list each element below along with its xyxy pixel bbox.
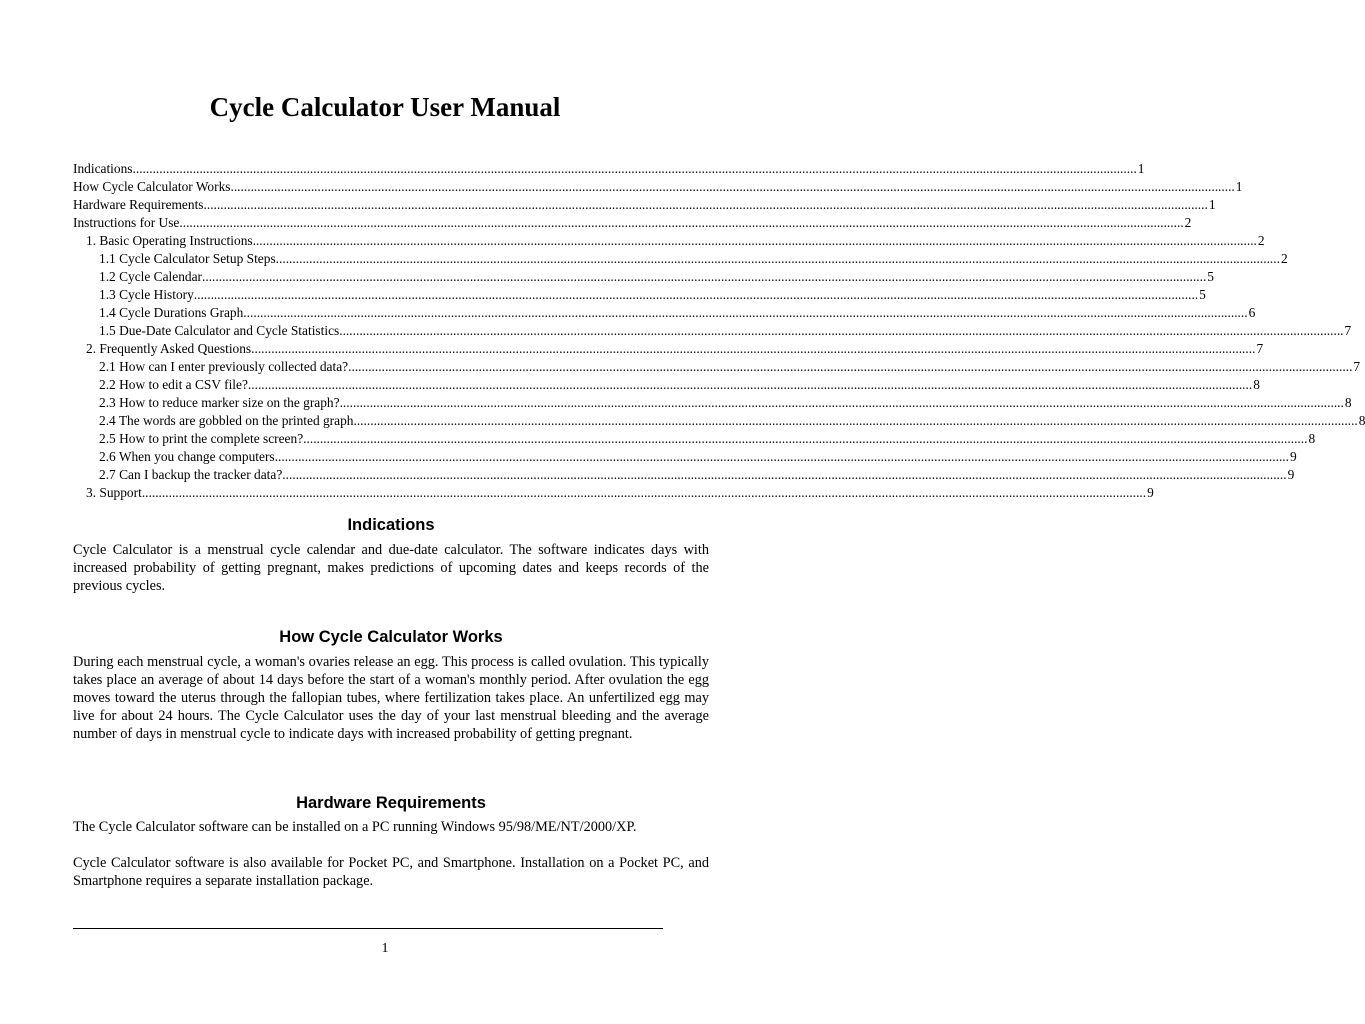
toc-entry[interactable] <box>73 196 1216 214</box>
toc-entry-page: 2 <box>1184 215 1192 230</box>
toc-entry[interactable] <box>73 412 1365 430</box>
toc-entry-page: 1 <box>1235 179 1243 194</box>
toc-entry-label: 2.6 When you change computers... <box>99 449 285 464</box>
toc-entry-label: 1.1 Cycle Calculator Setup Steps <box>99 251 276 266</box>
toc-entry-label: 1. Basic Operating Instructions <box>86 233 253 248</box>
toc-entry[interactable] <box>73 376 1260 394</box>
toc-entry[interactable] <box>73 340 1264 358</box>
toc-entry-label: 1.3 Cycle History <box>99 287 194 302</box>
toc-entry-label: 2.7 Can I backup the tracker data? <box>99 467 283 482</box>
document-title: Cycle Calculator User Manual <box>209 92 561 122</box>
toc-entry-page: 5 <box>1199 287 1206 302</box>
toc-entry[interactable] <box>73 178 1243 196</box>
toc-dot-leader: ............................................................................................................................................................................................................................................................................................................ <box>202 269 1207 284</box>
toc-entry-label: 2.3 How to reduce marker size on the graph? <box>99 395 340 410</box>
toc-dot-leader: ............................................................................................................................................................................................................................................................................................................ <box>179 215 1184 230</box>
indications-paragraph: Cycle Calculator is a menstrual cycle calendar and due-date calculator. The software indicates days with increased probability of getting pregnant, makes predictions of upcoming dates and keeps records of the previous cycles. <box>73 542 709 594</box>
toc-dot-leader: ............................................................................................................................................................................................................................................................................................................ <box>339 323 1344 338</box>
toc-entry-page: 1 <box>1137 161 1145 176</box>
toc-dot-leader: ............................................................................................................................................................................................................................................................................................................ <box>247 377 1253 392</box>
toc-entry-page: 9 <box>1289 449 1297 464</box>
toc-entry-label: 1.4 Cycle Durations Graph <box>99 305 244 320</box>
toc-dot-leader: ............................................................................................................................................................................................................................................................................................................ <box>282 467 1287 482</box>
hardware-heading: Hardware Requirements <box>296 794 486 812</box>
toc-entry[interactable] <box>73 250 1288 268</box>
toc-dot-leader: ............................................................................................................................................................................................................................................................................................................ <box>252 233 1257 248</box>
toc-entry-label: 2. Frequently Asked Questions <box>86 341 252 356</box>
page-number: 1 <box>381 941 389 956</box>
toc-dot-leader: ............................................................................................................................................................................................................................................................................................................ <box>275 251 1280 266</box>
toc-dot-leader: ............................................................................................................................................................................................................................................................................................................ <box>251 341 1256 356</box>
toc-entry-label: 2.5 How to print the complete screen? <box>99 431 304 446</box>
toc-entry[interactable] <box>73 484 1154 502</box>
toc-entry[interactable] <box>73 448 1297 466</box>
table-of-contents <box>73 160 1365 502</box>
toc-entry-page: 9 <box>1287 467 1295 482</box>
toc-entry-page: 2 <box>1280 251 1288 266</box>
toc-entry-label: 2.2 How to edit a CSV file? <box>99 377 248 392</box>
toc-entry-label: 3. Support <box>86 485 142 500</box>
toc-entry-label: 2.4 The words are gobbled on the printed graph <box>99 413 354 428</box>
toc-entry-page: 8 <box>1253 377 1260 392</box>
toc-entry[interactable] <box>73 322 1352 340</box>
toc-dot-leader: ............................................................................................................................................................................................................................................................................................................ <box>230 179 1235 194</box>
toc-entry-page: 9 <box>1147 485 1154 500</box>
how-it-works-heading: How Cycle Calculator Works <box>279 628 503 646</box>
toc-entry[interactable] <box>73 394 1352 412</box>
toc-dot-leader: ............................................................................................................................................................................................................................................................................................................ <box>193 287 1199 302</box>
toc-entry-page: 7 <box>1256 341 1264 356</box>
toc-entry[interactable] <box>73 214 1192 232</box>
toc-entry-label: Instructions for Use <box>73 215 180 230</box>
toc-entry[interactable] <box>73 286 1206 304</box>
toc-entry[interactable] <box>73 268 1214 286</box>
toc-dot-leader: ............................................................................................................................................................................................................................................................................................................ <box>243 305 1248 320</box>
toc-dot-leader: ............................................................................................................................................................................................................................................................................................................ <box>141 485 1147 500</box>
toc-entry[interactable] <box>73 466 1295 484</box>
toc-entry[interactable] <box>73 232 1265 250</box>
toc-entry[interactable] <box>73 358 1361 376</box>
toc-dot-leader: ............................................................................................................................................................................................................................................................................................................ <box>303 431 1308 446</box>
toc-entry-page: 8 <box>1344 395 1352 410</box>
how-it-works-paragraph: During each menstrual cycle, a woman's ovaries release an egg. This process is called ovulation. This typically takes place an average of about 14 days before the start of a woman's monthly period. After ovulation the egg moves toward the uterus through the fallopian tubes, where fertilization takes place. An unfertilized egg may live for about 24 hours. The Cycle Calculator uses the day of your last menstrual bleeding and the average number of days in menstrual cycle to indicate days with increased probability of getting pregnant. <box>73 654 709 742</box>
toc-entry-page: 8 <box>1358 413 1365 428</box>
toc-entry[interactable] <box>73 304 1256 322</box>
toc-entry-page: 5 <box>1207 269 1214 284</box>
toc-dot-leader: ............................................................................................................................................................................................................................................................................................................ <box>339 395 1344 410</box>
toc-dot-leader: ............................................................................................................................................................................................................................................................................................................ <box>353 413 1358 428</box>
indications-heading: Indications <box>347 516 435 534</box>
toc-dot-leader: ............................................................................................................................................................................................................................................................................................................ <box>203 197 1208 212</box>
hardware-paragraph-2: Cycle Calculator software is also available for Pocket PC, and Smartphone. Installation on a Pocket PC, and Smartphone requires a separate installation package. <box>73 855 709 889</box>
toc-entry-page: 7 <box>1353 359 1361 374</box>
toc-entry[interactable] <box>73 430 1316 448</box>
hardware-paragraph-1: The Cycle Calculator software can be installed on a PC running Windows 95/98/ME/NT/2000/XP. <box>73 819 637 835</box>
toc-entry-label: 2.1 How can I enter previously collected data? <box>99 359 349 374</box>
footer-rule <box>73 928 663 929</box>
toc-dot-leader: ............................................................................................................................................................................................................................................................................................................ <box>132 161 1137 176</box>
toc-dot-leader: ............................................................................................................................................................................................................................................................................................................ <box>284 449 1289 464</box>
toc-entry-label: How Cycle Calculator Works <box>73 179 231 194</box>
toc-entry-page: 2 <box>1257 233 1265 248</box>
toc-entry-page: 7 <box>1344 323 1352 338</box>
toc-entry-label: 1.2 Cycle Calendar <box>99 269 202 284</box>
toc-dot-leader: ............................................................................................................................................................................................................................................................................................................ <box>348 359 1353 374</box>
toc-entry-label: 1.5 Due-Date Calculator and Cycle Statistics <box>99 323 340 338</box>
toc-entry-label: Hardware Requirements <box>73 197 204 212</box>
toc-entry-page: 6 <box>1248 305 1256 320</box>
toc-entry-label: Indications <box>73 161 133 176</box>
toc-entry-page: 1 <box>1208 197 1216 212</box>
toc-entry-page: 8 <box>1308 431 1316 446</box>
toc-entry[interactable] <box>73 160 1145 178</box>
